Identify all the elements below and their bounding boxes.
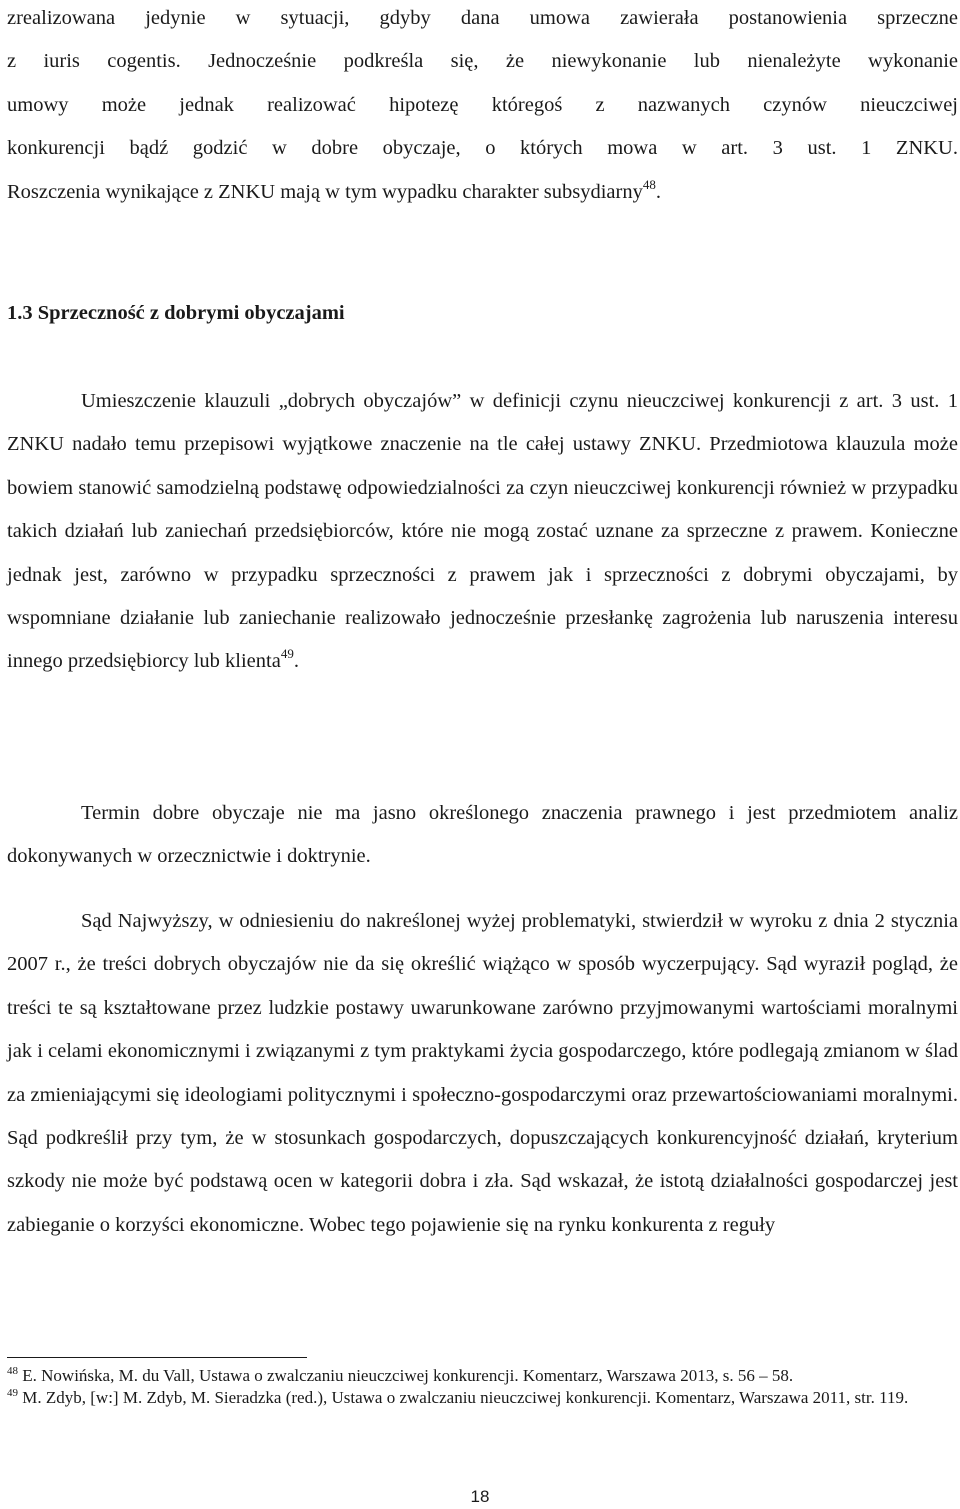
paragraph-text: Umieszczenie klauzuli „dobrych obyczajów” w definicji czynu nieuczciwej konkurencji z art. 3 ust. 1 ZNKU nadało temu przepisowi wyjątkowe znaczenie na tle całej ustawy ZNKU. Przedmiotowa klauzula może bowiem stanowić samodzielną podstawę odpowiedzialności za czyn nieuczciwej konkurencji również w przypadku takich działań lub zaniechań przedsiębiorców, które nie mogą zostać uznane za sprzeczne z prawem. Konieczne jednak jest, zarówno w przypadku sprzeczności z prawem jak i sprzeczności z dobrymi obyczajami, by wspomniane działanie lub zaniechanie realizowało jednocześnie przesłankę zagrożenia lub naruszenia interesu innego przedsiębiorcy lub klienta <box>7 390 958 673</box>
footnote <box>7 1388 958 1408</box>
paragraph-line: zrealizowana jedynie w sytuacji, gdyby dana umowa zawierała postanowienia sprzeczne <box>7 7 958 29</box>
paragraph <box>7 380 958 684</box>
section-heading: 1.3 Sprzeczność z dobrymi obyczajami <box>7 302 345 324</box>
footnote-reference: 49 <box>280 646 294 662</box>
footnotes <box>7 1366 958 1410</box>
paragraph-continuation <box>7 0 958 214</box>
paragraph-text: Roszczenia wynikające z ZNKU mają w tym wypadku charakter subsydiarny <box>7 180 643 203</box>
footnote-number: 48 <box>7 1365 18 1377</box>
footnote-text: E. Nowińska, M. du Vall, Ustawa o zwalczaniu nieuczciwej konkurencji. Komentarz, Warszawa 2013, s. 56 – 58. <box>22 1366 794 1385</box>
paragraph-end: . <box>655 180 661 203</box>
paragraph: Termin dobre obyczaje nie ma jasno określonego znaczenia prawnego i jest przedmiotem analiz dokonywanych w orzecznictwie i doktrynie. <box>7 802 958 868</box>
paragraph-last-line <box>7 171 958 214</box>
footnote-separator <box>7 1357 307 1358</box>
paragraph-end: . <box>293 650 299 673</box>
footnote-number: 49 <box>7 1387 18 1399</box>
paragraph-line: konkurencji bądź godzić w dobre obyczaje, o których mowa w art. 3 ust. 1 ZNKU. <box>7 137 958 160</box>
paragraph-line: z iuris cogentis. Jednocześnie podkreśla się, że niewykonanie lub nienależyte wykonanie <box>7 50 958 73</box>
footnote-text: M. Zdyb, [w:] M. Zdyb, M. Sieradzka (red.), Ustawa o zwalczaniu nieuczciwej konkurencji. Komentarz, Warszawa 2011, str. 119. <box>22 1388 909 1407</box>
paragraph: Sąd Najwyższy, w odniesieniu do nakreślonej wyżej problematyki, stwierdził w wyroku z dnia 2 stycznia 2007 r., że treści dobrych obyczajów nie da się określić wiążąco w sposób wyczerpujący. Sąd wyraził pogląd, że treści te są kształtowane przez ludzkie postawy uwarunkowane zarówno przyjmowanymi wartościami moralnymi jak i celami ekonomicznymi i związanymi z tym praktykami życia gospodarczego, które podlegają zmianom w ślad za zmieniającymi się ideologiami politycznymi i społeczno-gospodarczymi oraz przewartościowaniami moralnymi. Sąd podkreślił przy tym, że w stosunkach gospodarczych, dopuszczających konkurencyjność działań, kryterium szkody nie może być podstawą ocen w kategorii dobra i zła. Sąd wskazał, że istotą działalności gospodarczej jest zabieganie o korzyści ekonomiczne. Wobec tego pojawienie się na rynku konkurenta z reguły <box>7 910 958 1236</box>
footnote <box>7 1366 958 1386</box>
footnote-reference: 48 <box>642 176 656 192</box>
paragraph-line: umowy może jednak realizować hipotezę któregoś z nazwanych czynów nieuczciwej <box>7 93 958 116</box>
page-number: 18 <box>470 1487 490 1506</box>
